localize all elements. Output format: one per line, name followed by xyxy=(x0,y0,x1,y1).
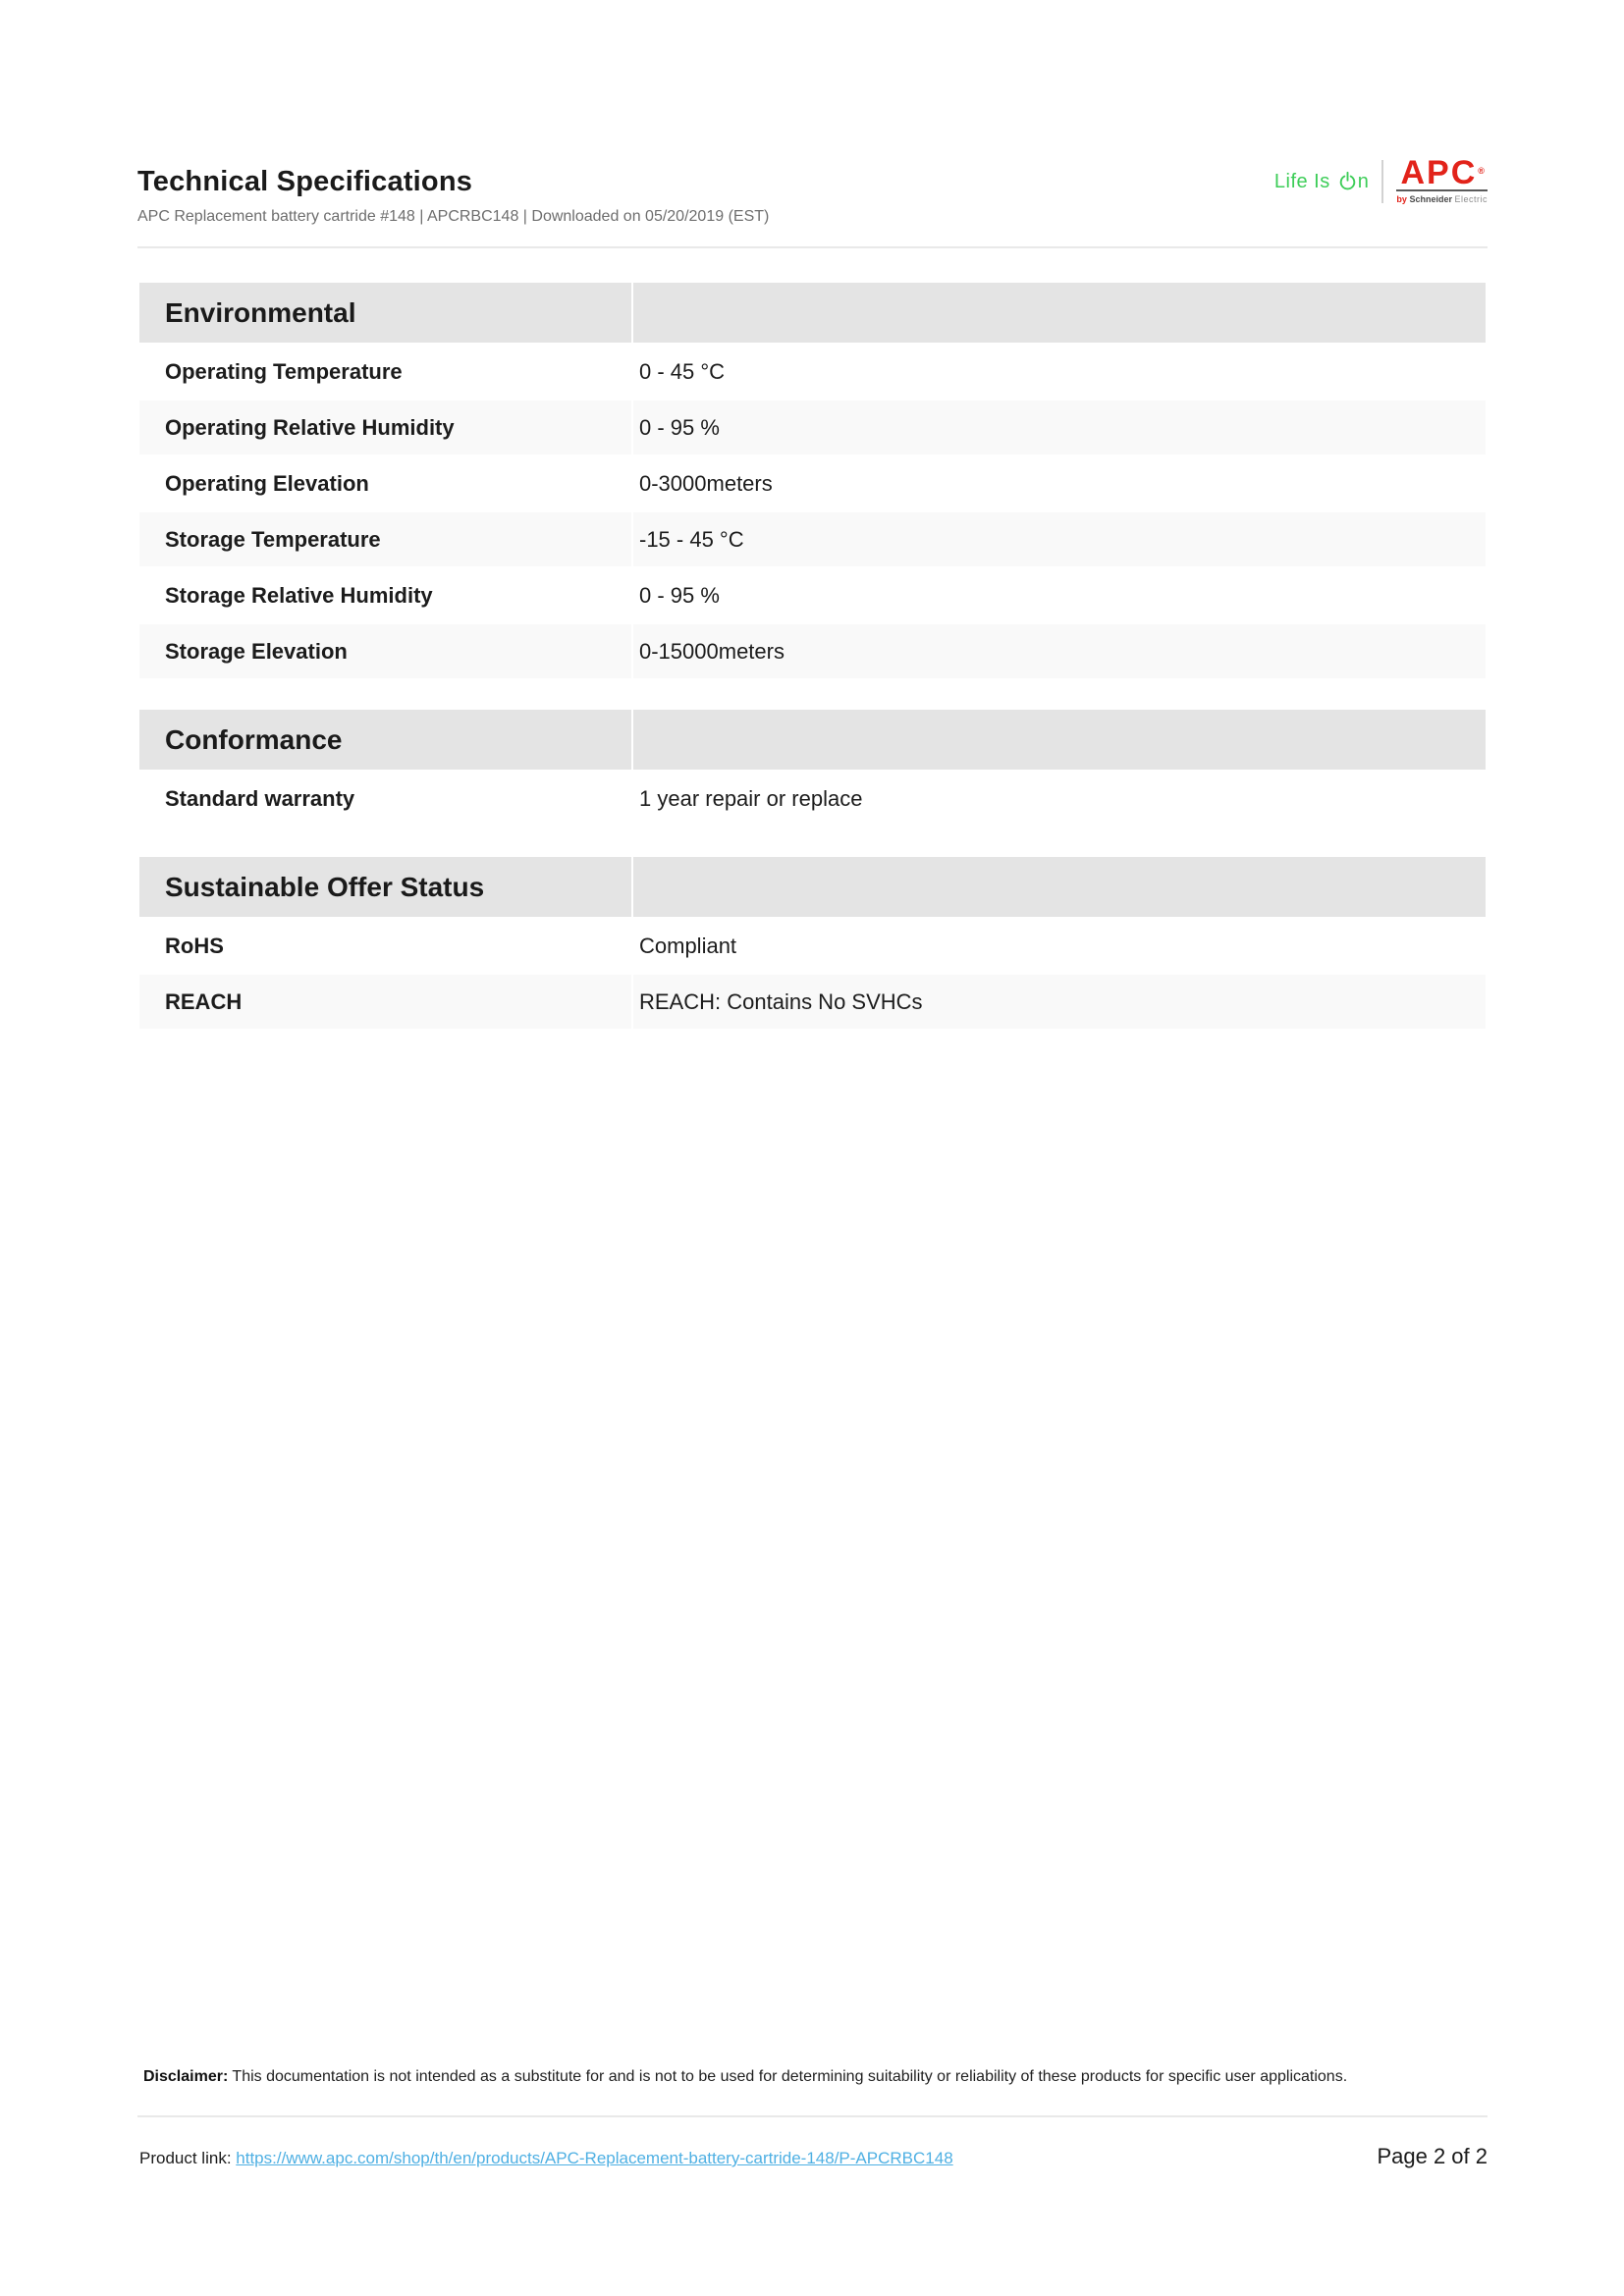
spec-section xyxy=(137,855,1488,1031)
product-link-row xyxy=(139,2149,953,2168)
section-title: Environmental xyxy=(139,283,631,343)
section-header-spacer xyxy=(633,283,1486,343)
page-number: Page 2 of 2 xyxy=(1377,2144,1488,2168)
spec-label: Operating Elevation xyxy=(139,456,631,510)
spec-row xyxy=(139,772,1486,826)
spec-value: REACH: Contains No SVHCs xyxy=(633,975,1486,1029)
apc-logo xyxy=(1396,154,1488,204)
brand-divider xyxy=(1381,160,1383,203)
spec-section xyxy=(137,708,1488,828)
header-divider xyxy=(137,246,1488,248)
section-header-row xyxy=(139,857,1486,917)
spec-row xyxy=(139,919,1486,973)
spec-value: Compliant xyxy=(633,919,1486,973)
apc-wordmark: APC® xyxy=(1400,154,1485,191)
page-subtitle: APC Replacement battery cartride #148 | APCRBC148 | Downloaded on 05/20/2019 (EST) xyxy=(137,208,770,225)
brand-block xyxy=(1274,155,1488,208)
disclaimer-label: Disclaimer: xyxy=(143,2068,229,2085)
spec-value: 0 - 45 °C xyxy=(633,345,1486,399)
spec-label: Storage Temperature xyxy=(139,512,631,566)
spec-value: 0 - 95 % xyxy=(633,568,1486,622)
spec-table xyxy=(137,708,1488,828)
disclaimer xyxy=(143,2067,1486,2087)
footer-line xyxy=(139,2144,1488,2169)
byline-by: by xyxy=(1396,194,1407,204)
spec-row xyxy=(139,345,1486,399)
spec-label: Standard warranty xyxy=(139,772,631,826)
byline-suffix: Electric xyxy=(1454,194,1488,204)
spec-value: 1 year repair or replace xyxy=(633,772,1486,826)
spec-row xyxy=(139,624,1486,678)
section-title: Sustainable Offer Status xyxy=(139,857,631,917)
registered-mark: ® xyxy=(1478,166,1485,176)
life-is-on-text-suffix: n xyxy=(1357,170,1370,192)
spec-label: Storage Relative Humidity xyxy=(139,568,631,622)
spec-table xyxy=(137,281,1488,680)
spec-value: 0-15000meters xyxy=(633,624,1486,678)
page-title: Technical Specifications xyxy=(137,166,473,197)
section-header-spacer xyxy=(633,710,1486,770)
product-link[interactable]: https://www.apc.com/shop/th/en/products/APC-Replacement-battery-cartride-148/P-APCRBC148 xyxy=(236,2149,953,2167)
product-link-label: Product link: xyxy=(139,2149,237,2167)
spec-row xyxy=(139,568,1486,622)
spec-table xyxy=(137,855,1488,1031)
life-is-on-logo xyxy=(1274,171,1370,193)
section-header-spacer xyxy=(633,857,1486,917)
footer-divider xyxy=(137,2115,1488,2117)
spec-sections xyxy=(137,281,1488,1058)
power-icon xyxy=(1338,171,1357,191)
spec-label: REACH xyxy=(139,975,631,1029)
spec-section xyxy=(137,281,1488,680)
spec-value: -15 - 45 °C xyxy=(633,512,1486,566)
spec-row xyxy=(139,456,1486,510)
section-header-row xyxy=(139,710,1486,770)
spec-row xyxy=(139,975,1486,1029)
section-title: Conformance xyxy=(139,710,631,770)
spec-label: Operating Temperature xyxy=(139,345,631,399)
spec-row xyxy=(139,400,1486,454)
apc-byline xyxy=(1396,194,1488,204)
spec-value: 0 - 95 % xyxy=(633,400,1486,454)
spec-label: RoHS xyxy=(139,919,631,973)
disclaimer-text: This documentation is not intended as a substitute for and is not to be used for determining suitability or reliability of these products for specific user applications. xyxy=(228,2068,1348,2085)
spec-label: Storage Elevation xyxy=(139,624,631,678)
spec-row xyxy=(139,512,1486,566)
life-is-on-text: Life Is xyxy=(1273,170,1336,192)
spec-value: 0-3000meters xyxy=(633,456,1486,510)
spec-label: Operating Relative Humidity xyxy=(139,400,631,454)
byline-brand: Schneider xyxy=(1409,194,1452,204)
section-header-row xyxy=(139,283,1486,343)
